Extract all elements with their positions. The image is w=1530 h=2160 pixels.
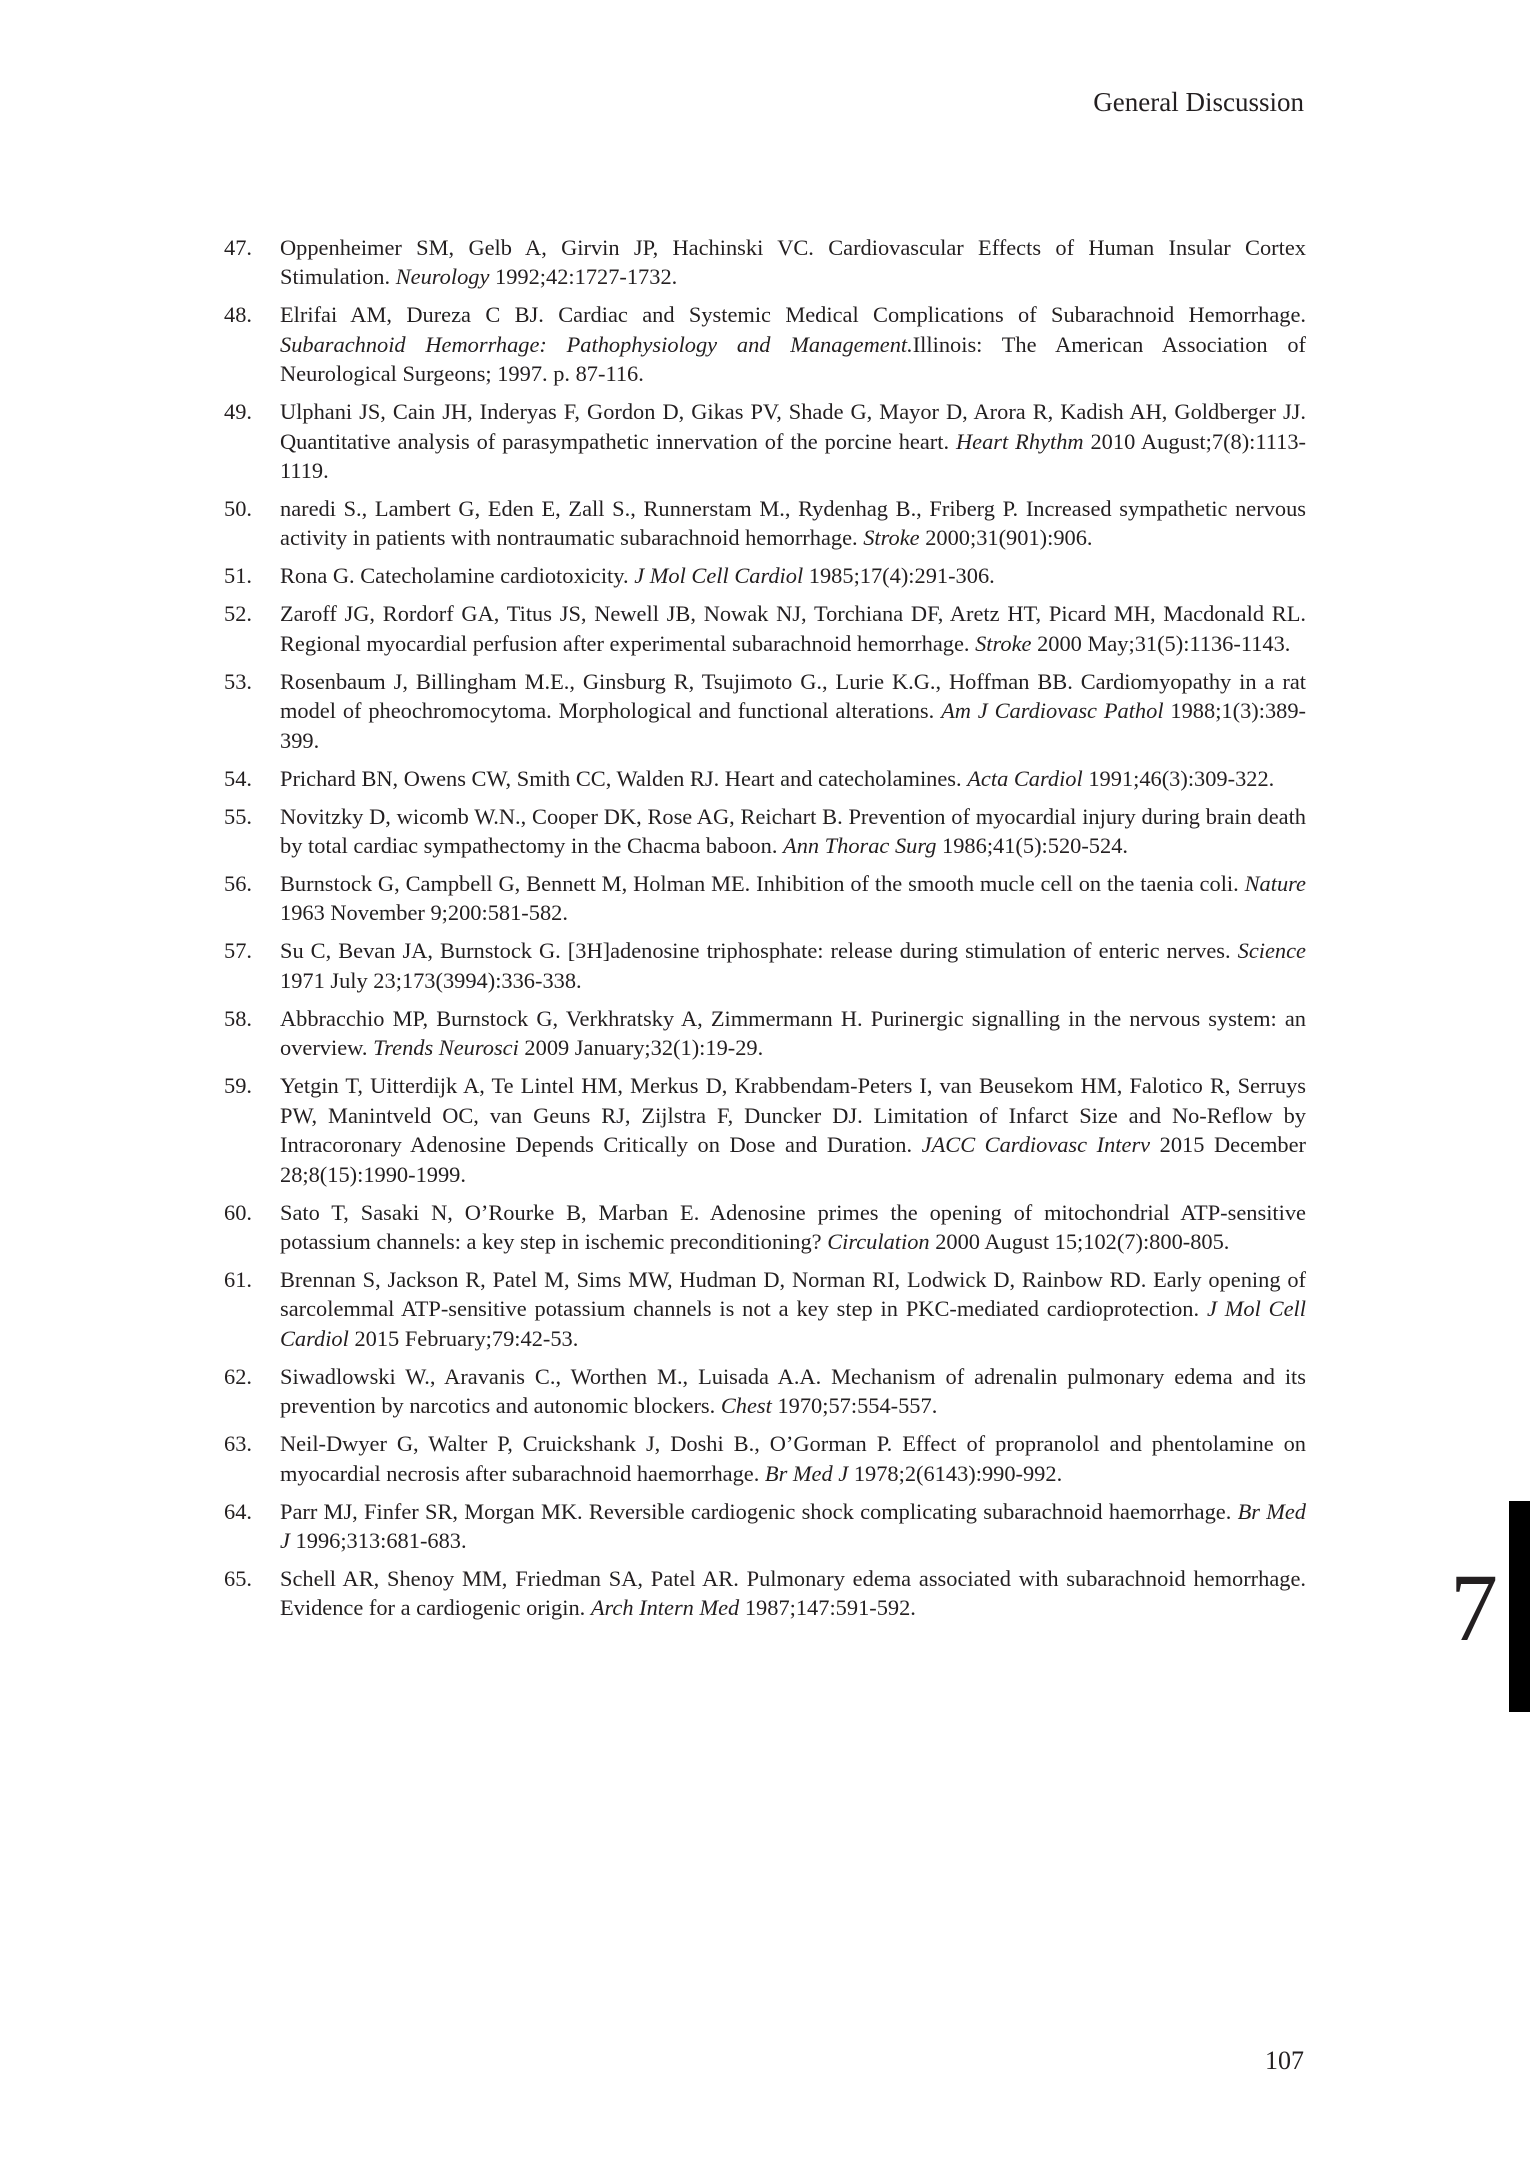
reference-text [280, 1198, 1306, 1257]
reference-text [280, 1362, 1306, 1421]
reference-text-segment: 1987;147:591-592. [739, 1595, 916, 1621]
journal-title: Heart Rhythm [956, 428, 1084, 454]
reference-number: 51. [224, 563, 252, 589]
reference-text-segment: 2010 August;7(8):1113-1119. [280, 428, 1306, 484]
reference-text-segment: Elrifai AM, Dureza C BJ. Cardiac and Systemic Medical Complications of Subarachnoid Hemorrhage. [280, 302, 1306, 328]
reference-number: 62. [224, 1363, 252, 1389]
reference-text-segment: 1963 November 9;200:581-582. [280, 900, 568, 926]
journal-title: Br Med J [280, 1498, 1306, 1553]
journal-title: J Mol Cell Cardiol [634, 563, 804, 589]
reference-text [280, 397, 1306, 485]
journal-title: Arch Intern Med [590, 1595, 740, 1621]
reference-text-segment: Prichard BN, Owens CW, Smith CC, Walden RJ. Heart and catecholamines. [280, 765, 968, 791]
reference-number: 52. [224, 601, 252, 627]
reference-text-segment: 1992;42:1727-1732. [489, 264, 678, 290]
reference-item [224, 1071, 1306, 1189]
reference-text-segment: Yetgin T, Uitterdijk A, Te Lintel HM, Merkus D, Krabbendam-Peters I, van Beusekom HM, Falotico R, Serruys PW, Manintveld OC, van Geuns RJ, Zijlstra F, Duncker DJ. Limitation of Infarct Size and No-Reflow by Intracoronary Adenosine Depends Critically on Dose and Duration. [280, 1073, 1306, 1158]
journal-title: Am J Cardiovasc Pathol [941, 698, 1164, 724]
reference-text [280, 233, 1306, 292]
reference-text-segment: Brennan S, Jackson R, Patel M, Sims MW, Hudman D, Norman RI, Lodwick D, Rainbow RD. Early opening of sarcolemmal ATP-sensitive potassium channels is not a key step in PKC-mediated cardioprotection. [280, 1266, 1306, 1322]
journal-title: Stroke [863, 525, 920, 551]
journal-title: Subarachnoid Hemorrhage: Pathophysiology and Management. [280, 331, 913, 357]
reference-text-segment: Rona G. Catecholamine cardiotoxicity. [280, 563, 635, 589]
reference-number: 50. [224, 496, 252, 522]
reference-text-segment: 1970;57:554-557. [771, 1393, 938, 1419]
journal-title: Nature [1244, 871, 1306, 897]
reference-number: 61. [224, 1266, 252, 1292]
page-number: 107 [1265, 2046, 1304, 2075]
reference-text [280, 599, 1306, 658]
reference-item [224, 1004, 1306, 1063]
reference-text-segment: Parr MJ, Finfer SR, Morgan MK. Reversible cardiogenic shock complicating subarachnoid haemorrhage. [280, 1498, 1238, 1524]
reference-number: 53. [224, 668, 252, 694]
reference-text-segment: Zaroff JG, Rordorf GA, Titus JS, Newell JB, Nowak NJ, Torchiana DF, Aretz HT, Picard MH, Macdonald RL. Regional myocardial perfusion after experimental subarachnoid hemorrhage. [280, 601, 1306, 656]
reference-text-segment: Su C, Bevan JA, Burnstock G. [3H]adenosine triphosphate: release during stimulation of enteric nerves. [280, 938, 1238, 964]
journal-title: Br Med J [764, 1460, 849, 1486]
reference-item [224, 1362, 1306, 1421]
reference-list [224, 233, 1306, 1631]
reference-text-segment: Rosenbaum J, Billingham M.E., Ginsburg R, Tsujimoto G., Lurie K.G., Hoffman BB. Cardiomyopathy in a rat model of pheochromocytoma. Morphological and functional alterations. [280, 668, 1306, 724]
reference-text [280, 1429, 1306, 1488]
reference-text-segment: 1985;17(4):291-306. [803, 563, 995, 589]
reference-text [280, 869, 1306, 928]
reference-text [280, 667, 1306, 755]
reference-text-segment: Ulphani JS, Cain JH, Inderyas F, Gordon D, Gikas PV, Shade G, Mayor D, Arora R, Kadish AH, Goldberger JJ. Quantitative analysis of parasympathetic innervation of the porcine heart. [280, 399, 1306, 454]
reference-number: 60. [224, 1199, 252, 1225]
reference-text [280, 936, 1306, 995]
reference-item [224, 397, 1306, 485]
reference-number: 59. [224, 1073, 252, 1099]
reference-number: 56. [224, 871, 252, 897]
journal-title: Chest [720, 1393, 772, 1419]
reference-text [280, 1071, 1306, 1189]
reference-item [224, 300, 1306, 388]
reference-item [224, 667, 1306, 755]
journal-title: JACC Cardiovasc Interv [921, 1132, 1151, 1158]
reference-text [280, 1564, 1306, 1623]
reference-text-segment: Illinois: The American Association of Neurological Surgeons; 1997. p. 87-116. [280, 331, 1306, 387]
reference-number: 49. [224, 399, 252, 425]
reference-number: 58. [224, 1005, 252, 1031]
reference-text-segment: naredi S., Lambert G, Eden E, Zall S., Runnerstam M., Rydenhag B., Friberg P. Increased sympathetic nervous activity in patients with nontraumatic subarachnoid hemorrhage. [280, 496, 1306, 551]
journal-title: Trends Neurosci [373, 1035, 519, 1061]
reference-item [224, 802, 1306, 861]
reference-number: 63. [224, 1431, 252, 1457]
journal-title: J Mol Cell Cardiol [280, 1296, 1306, 1351]
reference-text-segment: 2000 May;31(5):1136-1143. [1031, 630, 1291, 656]
reference-text [280, 300, 1306, 388]
reference-text-segment: 2000 August 15;102(7):800-805. [929, 1228, 1230, 1254]
reference-number: 64. [224, 1498, 252, 1524]
reference-item [224, 1564, 1306, 1623]
reference-text-segment: 2015 December 28;8(15):1990-1999. [280, 1132, 1306, 1187]
reference-item [224, 494, 1306, 553]
journal-title: Science [1237, 938, 1306, 964]
running-header: General Discussion [1093, 87, 1304, 117]
reference-number: 48. [224, 302, 252, 328]
journal-title: Neurology [395, 264, 490, 290]
reference-item [224, 869, 1306, 928]
reference-text-segment: Oppenheimer SM, Gelb A, Girvin JP, Hachinski VC. Cardiovascular Effects of Human Insular Cortex Stimulation. [280, 235, 1306, 290]
reference-text-segment: Abbracchio MP, Burnstock G, Verkhratsky A, Zimmermann H. Purinergic signalling in the nervous system: an overview. [280, 1005, 1306, 1061]
reference-text [280, 764, 1306, 793]
chapter-number: 7 [1450, 1554, 1498, 1661]
reference-text [280, 494, 1306, 553]
reference-text-segment: Neil-Dwyer G, Walter P, Cruickshank J, Doshi B., O’Gorman P. Effect of propranolol and phentolamine on myocardial necrosis after subarachnoid haemorrhage. [280, 1431, 1306, 1486]
reference-item [224, 561, 1306, 590]
journal-title: Ann Thorac Surg [783, 833, 937, 859]
reference-number: 57. [224, 938, 252, 964]
reference-text-segment: Burnstock G, Campbell G, Bennett M, Holman ME. Inhibition of the smooth mucle cell on the taenia coli. [280, 871, 1245, 897]
reference-text [280, 802, 1306, 861]
reference-item [224, 599, 1306, 658]
reference-text-segment: Schell AR, Shenoy MM, Friedman SA, Patel AR. Pulmonary edema associated with subarachnoid hemorrhage. Evidence for a cardiogenic origin. [280, 1565, 1306, 1621]
reference-text-segment: 1978;2(6143):990-992. [848, 1460, 1063, 1486]
reference-text-segment: Sato T, Sasaki N, O’Rourke B, Marban E. Adenosine primes the opening of mitochondrial ATP-sensitive potassium channels: a key step in ischemic preconditioning? [280, 1199, 1306, 1254]
reference-text-segment: 1971 July 23;173(3994):336-338. [280, 967, 582, 993]
reference-text [280, 561, 1306, 590]
reference-item [224, 936, 1306, 995]
reference-text-segment: 1996;313:681-683. [289, 1527, 467, 1553]
reference-number: 54. [224, 765, 252, 791]
reference-text-segment: 1988;1(3):389-399. [280, 698, 1306, 753]
reference-item [224, 764, 1306, 793]
reference-text [280, 1004, 1306, 1063]
reference-item [224, 1429, 1306, 1488]
reference-item [224, 1265, 1306, 1353]
reference-text-segment: Novitzky D, wicomb W.N., Cooper DK, Rose AG, Reichart B. Prevention of myocardial injury during brain death by total cardiac sympathectomy in the Chacma baboon. [280, 803, 1306, 859]
reference-text-segment: Siwadlowski W., Aravanis C., Worthen M., Luisada A.A. Mechanism of adrenalin pulmonary edema and its prevention by narcotics and autonomic blockers. [280, 1363, 1306, 1419]
reference-item [224, 1198, 1306, 1257]
journal-title: Acta Cardiol [967, 765, 1083, 791]
reference-item [224, 1497, 1306, 1556]
reference-text-segment: 2009 January;32(1):19-29. [518, 1035, 764, 1061]
reference-text-segment: 2015 February;79:42-53. [348, 1325, 579, 1351]
reference-text [280, 1497, 1306, 1556]
reference-text-segment: 1986;41(5):520-524. [936, 833, 1128, 859]
reference-number: 65. [224, 1565, 252, 1591]
chapter-tab-marker [1509, 1501, 1530, 1712]
reference-text-segment: 2000;31(901):906. [919, 525, 1093, 551]
reference-item [224, 233, 1306, 292]
reference-number: 47. [224, 235, 252, 260]
journal-title: Stroke [975, 630, 1032, 656]
reference-text-segment: 1991;46(3):309-322. [1082, 765, 1275, 791]
reference-number: 55. [224, 803, 252, 829]
reference-text [280, 1265, 1306, 1353]
journal-title: Circulation [827, 1228, 930, 1254]
